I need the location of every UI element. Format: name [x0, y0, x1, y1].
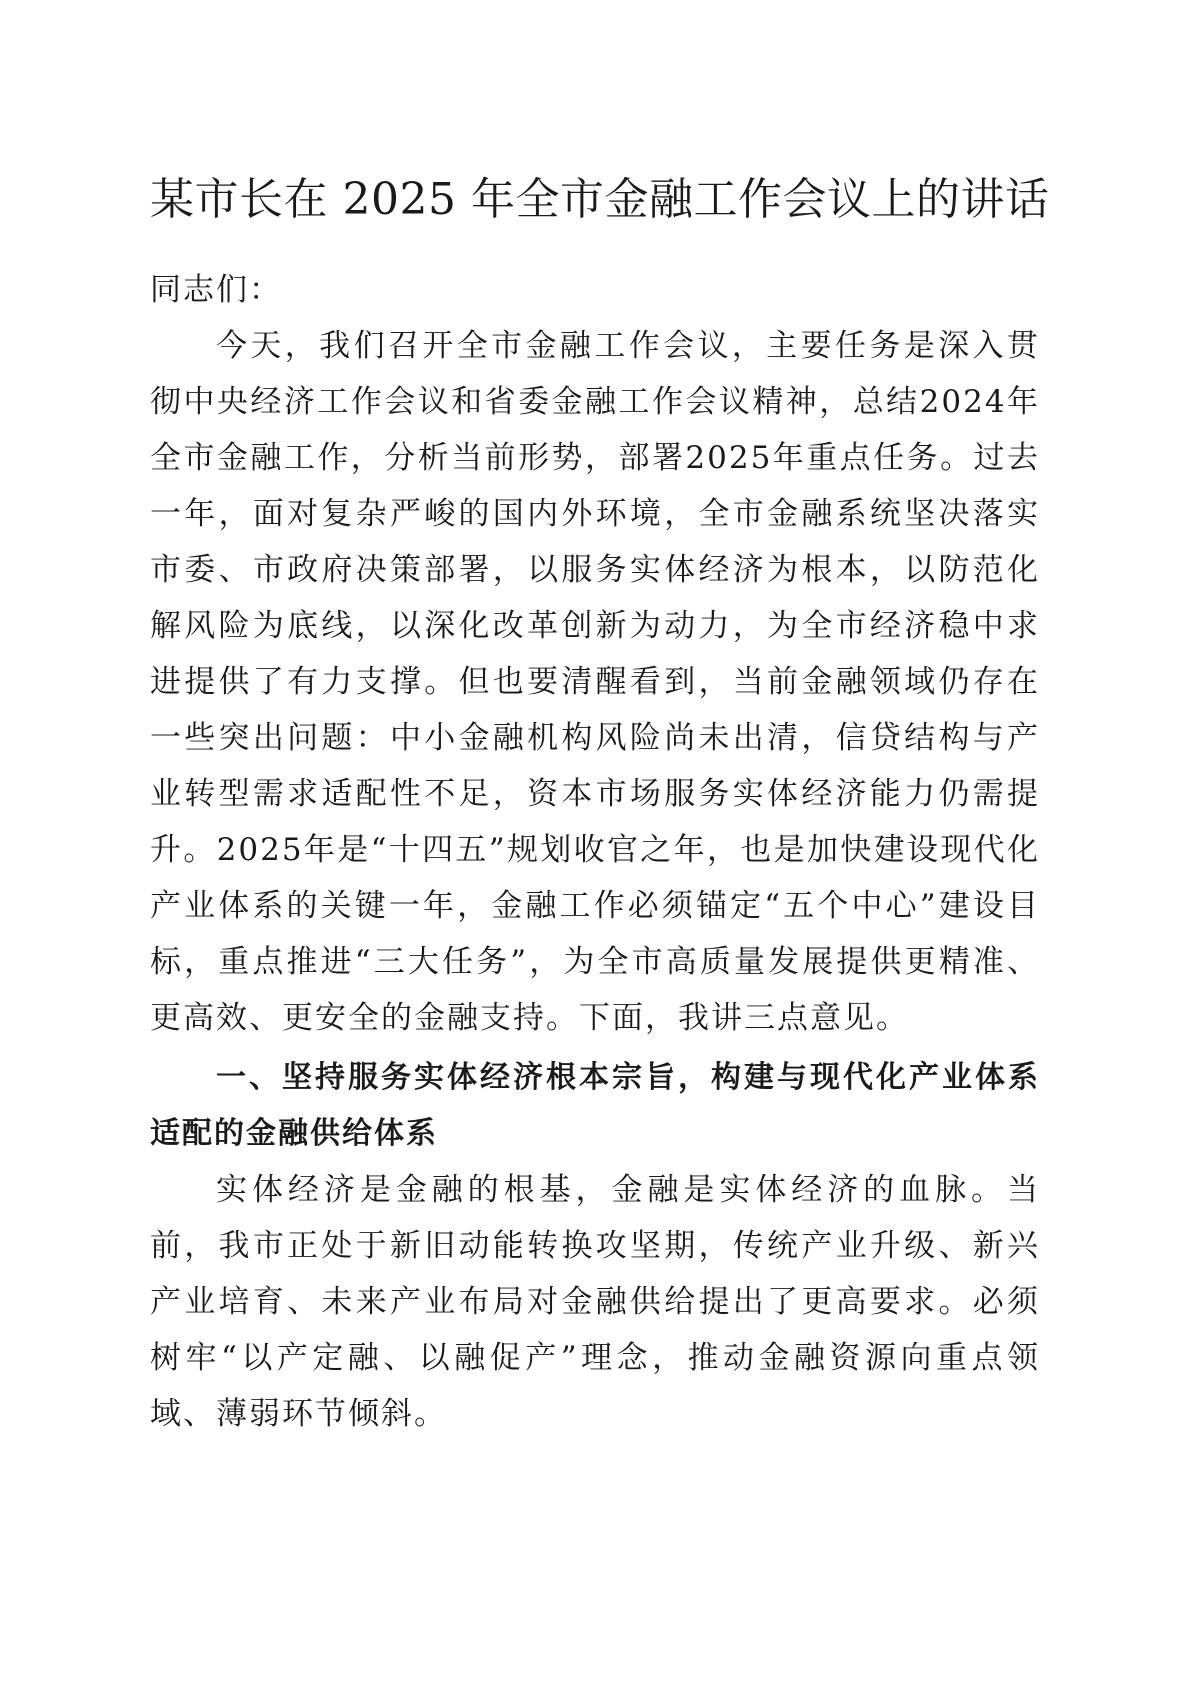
- document-title: 某市长在 2025 年全市金融工作会议上的讲话: [150, 174, 1050, 225]
- document-body: [150, 262, 1040, 1442]
- section-heading: 一、坚持服务实体经济根本宗旨，构建与现代化产业体系适配的金融供给体系: [150, 1060, 1040, 1151]
- body-paragraph: 实体经济是金融的根基，金融是实体经济的血脉。当前，我市正处于新旧动能转换攻坚期，传统产业升级、新兴产业培育、未来产业布局对金融供给提出了更高要求。必须树牢“以产定融、以融促产”理念，推动金融资源向重点领域、薄弱环节倾斜。: [150, 1172, 1040, 1432]
- salutation: 同志们：: [150, 272, 282, 308]
- body-paragraph: 今天，我们召开全市金融工作会议，主要任务是深入贯彻中央经济工作会议和省委金融工作会议精神，总结2024年全市金融工作，分析当前形势，部署2025年重点任务。过去一年，面对复杂严峻的国内外环境，全市金融系统坚决落实市委、市政府决策部署，以服务实体经济为根本，以防范化解风险为底线，以深化改革创新为动力，为全市经济稳中求进提供了有力支撑。但也要清醒看到，当前金融领域仍存在一些突出问题：中小金融机构风险尚未出清，信贷结构与产业转型需求适配性不足，资本市场服务实体经济能力仍需提升。2025年是“十四五”规划收官之年，也是加快建设现代化产业体系的关键一年，金融工作必须锚定“五个中心”建设目标，重点推进“三大任务”，为全市高质量发展提供更精准、更高效、更安全的金融支持。下面，我讲三点意见。: [150, 328, 1040, 1036]
